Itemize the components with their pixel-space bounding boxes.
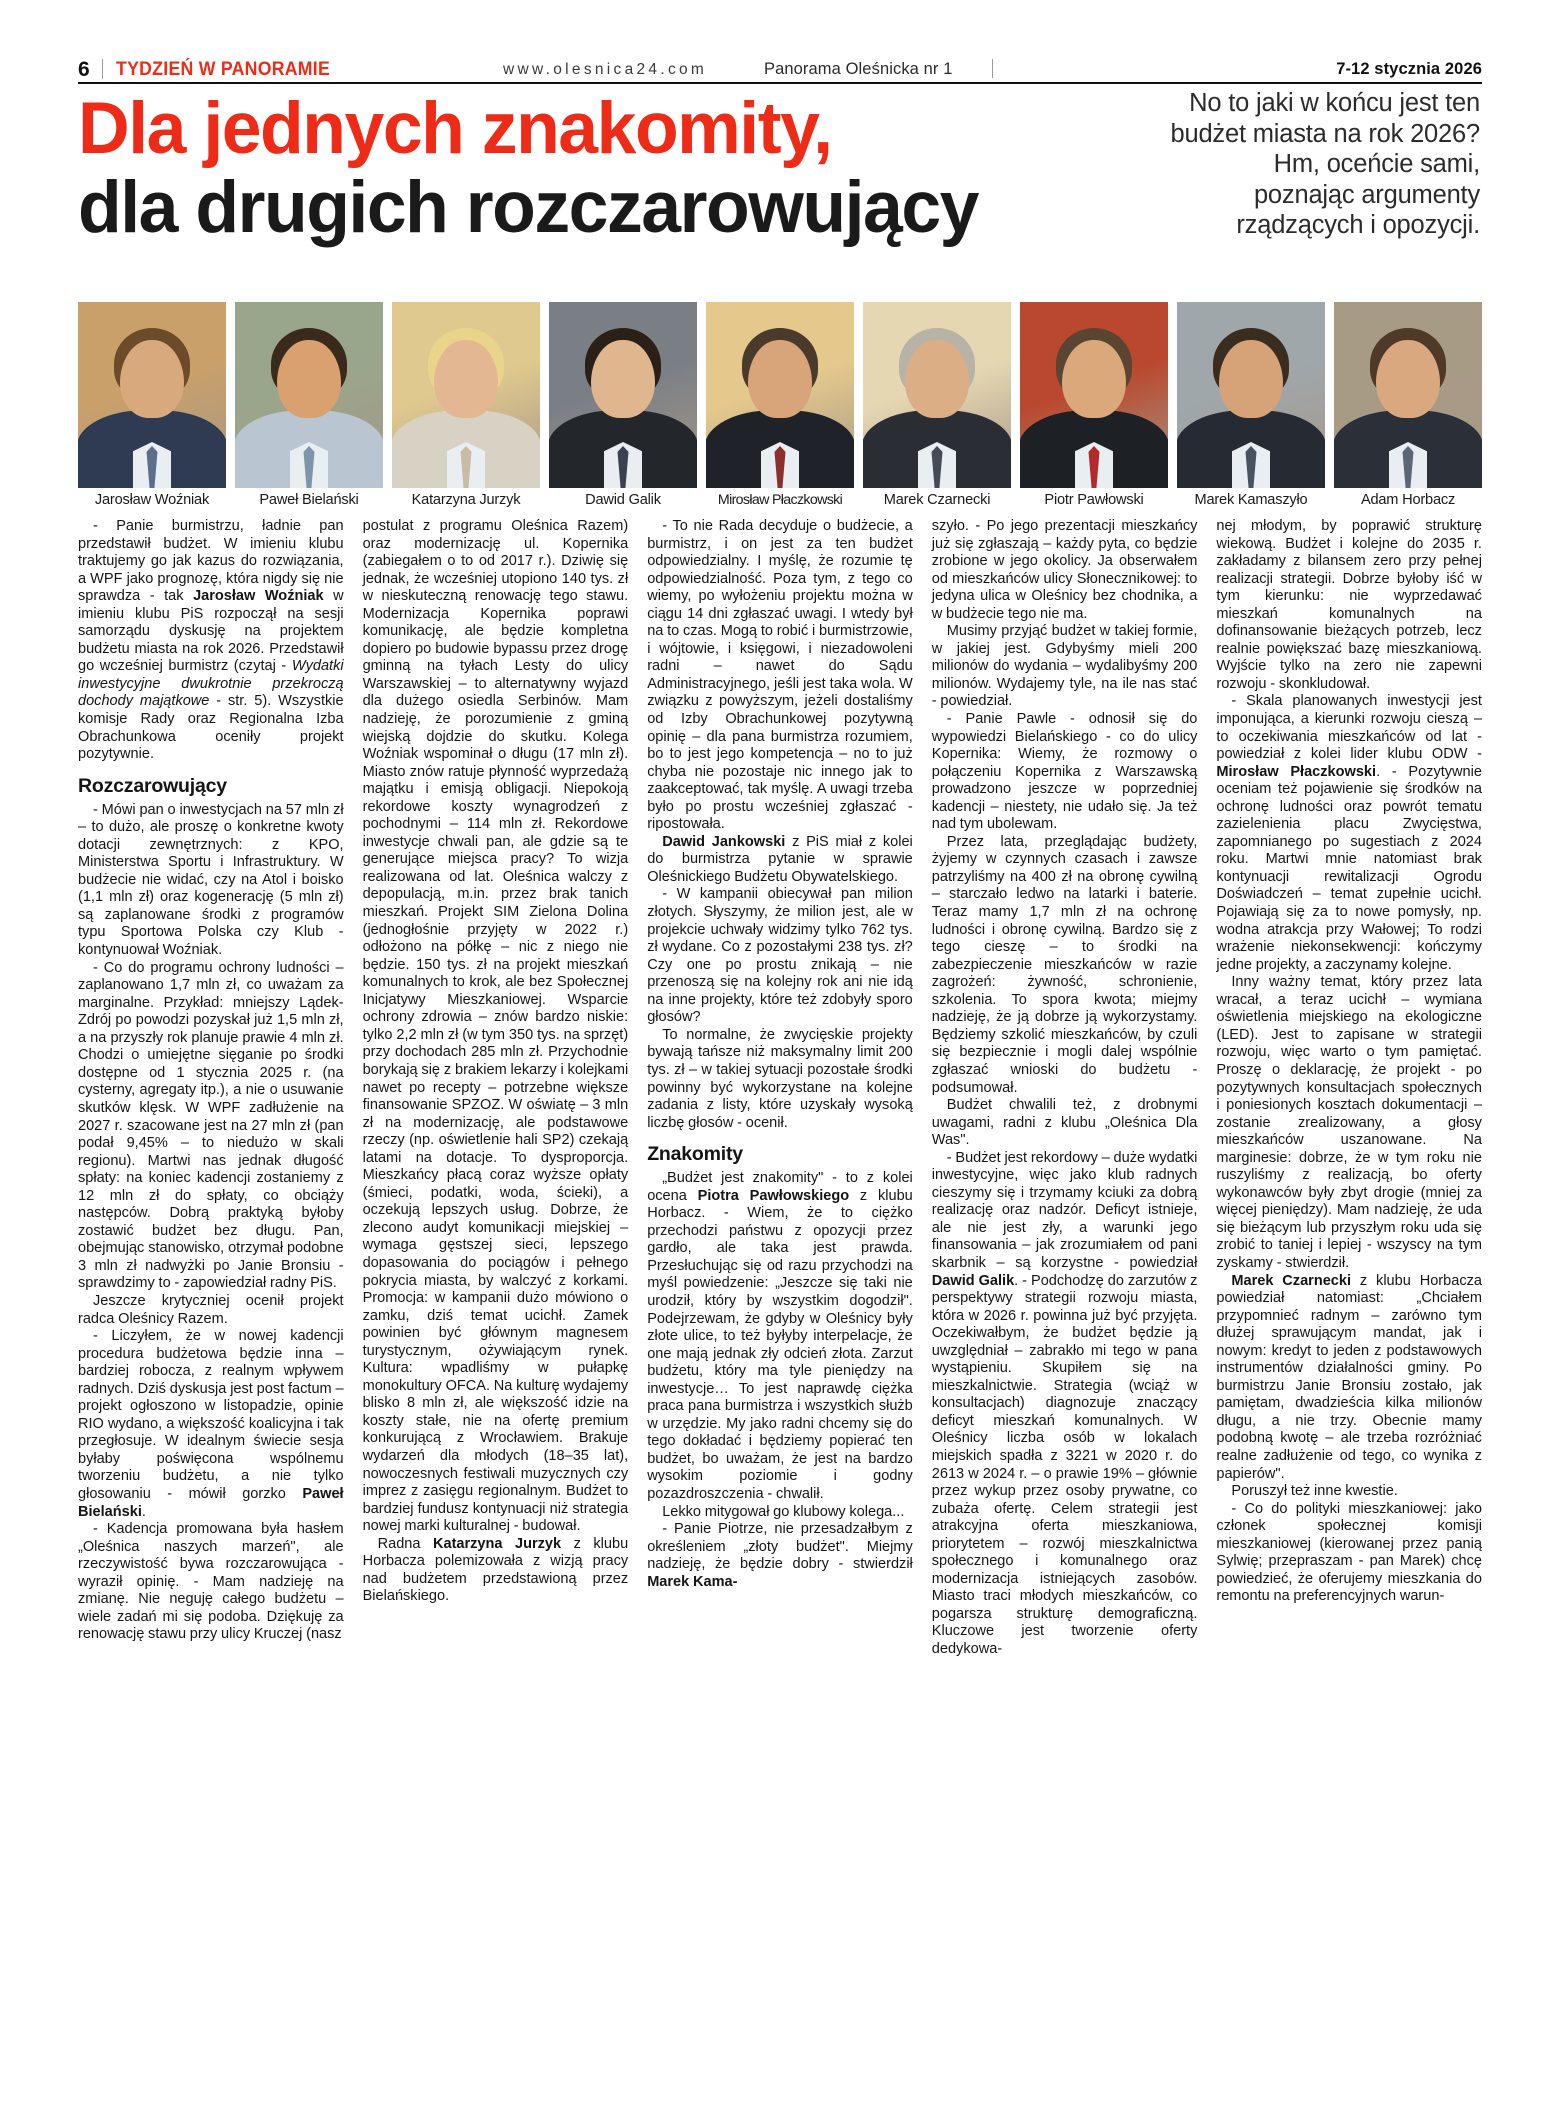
photo-face (1376, 340, 1440, 418)
section-title: TYDZIEŃ W PANORAMIE (115, 59, 330, 80)
article-column (1216, 518, 1482, 2066)
article-paragraph: Przez lata, przeglądając budżety, żyjemy w czynnych czasach i zawsze patrzyliśmy na 400 zł na obronę cywilną – starczało ledwo na latarki i baterie. Teraz mamy 1,7 mln zł na ochronę ludności i obronę cywilną. Bardzo się z tego cieszę – to środki na zabezpieczenie mieszkańców w razie zagrożeń: żywność, schronienie, szkolenia. To spora kwota; miejmy nadzieję, że ją dobrze ją wykorzystamy. Będziemy szkolić mieszkańców, by czuli się bezpiecznie i mogli dalej wspólnie zgłaszać wnioski do budżetu - podsumował. (931, 833, 1198, 1096)
article-subheading: Znakomity (647, 1143, 743, 1166)
masthead-divider (102, 59, 103, 79)
article-paragraph: - Liczyłem, że w nowej kadencji procedura budżetowa będzie inna – bardziej robocza, z realnym wpływem radnych. Dziś dyskusja jest post factum – projekt ogłoszono w listopadzie, opinie RIO wydano, a większość koalicyjna i tak przegłosuje. W idealnym świecie sesja byłaby poświęcona wspólnemu tworzeniu budżetu, a nie tylko głosowaniu - mówił gorzko Paweł Bielański. (78, 1328, 344, 1520)
article-paragraph: - Panie burmistrzu, ładnie pan przedstawił budżet. W imieniu klubu traktujemy go jak kazus do rozwiązania, a WPF jako prognozę, która nigdy się nie sprawdza - tak Jarosław Woźniak w imieniu klubu PiS rozpoczął na sesji samorządu dyskusję na projektem budżetu miasta na rok 2026. Przedstawił go wcześniej burmistrz (czytaj - Wydatki inwestycyjne dwukrotnie przekroczą dochody majątkowe - str. 5). Wszystkie komisje Rady oraz Regionalna Izba Obrachunkowa oceniły projekt pozytywnie. (78, 518, 344, 763)
portrait-photo (78, 302, 226, 488)
article-paragraph: - W kampanii obiecywał pan milion złotych. Słyszymy, że milion jest, ale w projekcie uchwały widzimy tylko 762 tys. zł wydane. Co z pozostałymi 238 tys. zł? Czy one po prostu znikają – nie przenoszą się na kolejny rok ani nie idą na inne projekty, które też zdobyły sporo głosów? (647, 886, 913, 1026)
masthead (78, 48, 1482, 80)
website-url: www.olesnica24.com (503, 61, 708, 78)
portrait-photo (706, 302, 854, 488)
article-columns (78, 518, 1482, 2066)
article-paragraph: - Budżet jest rekordowy – duże wydatki inwestycyjne, więc jako klub radnych cieszymy się i trzymamy kciuki za dobrą realizację oraz nadzór. Deficyt istnieje, ale nie jest zły, a warunki jego finansowania – jak zrozumiałem od pani skarbnik – są korzystne - powiedział Dawid Galik. - Podchodzę do zarzutów z perspektywy strategii rozwoju miasta, która w 2026 r. powinna już być przyjęta. Oczekiwałbym, że budżet będzie ją uwzględniał – zabrakło mi tego w pana wystąpieniu. Skupiłem się na mieszkalnictwie. Strategia (wciąż w konsultacjach) diagnozuje znaczący deficyt mieszkań komunalnych. W Oleśnicy liczba osób w lokalach miejskich spadła z 3221 w 2020 r. do 2613 w 2024 r. – o prawie 19% – głównie przez wykup przez osoby prywatne, co zubaża ofertę. Celem strategii jest atrakcyjna oferta mieszkaniowa, priorytetem – rozwój mieszkalnictwa społecznego i komunalnego oraz modernizacja istniejących zasobów. Miasto traci młodych mieszkańców, co pogarsza strukturę demograficzną. Kluczowe jest tworzenie oferty dedykowa- (931, 1149, 1198, 1657)
article-paragraph: - Co do programu ochrony ludności – zaplanowano 1,7 mln zł, co uważam za marginalne. Przykład: mniejszy Lądek-Zdrój po powodzi pozyskał już 1,5 mln zł, a na przyszły rok planuje prawie 4 mln zł. Chodzi o umiejętne sięganie po środki dostępne od 1 stycznia 2025 r. (na cysterny, agregaty itp.), a nie o usuwanie skutków klęsk. W WPF zadłużenie na 2027 r. szacowane jest na 27 mln zł (pan podał 9,45% – to niedużo w skali regionu). Martwi nas jednak długość spłaty: na koniec kadencji zostaniemy z 12 mln zł do spłaty, co obciąży następców. Dobrą praktyką byłoby zostawić budżet bez długu. Pan, obejmując stanowisko, otrzymał podobne 3 mln zł nadwyżki po Janie Bronsiu - sprawdzimy to - zapowiedział radny PiS. (78, 959, 344, 1292)
article-paragraph: - Kadencja promowana była hasłem „Oleśnica naszych marzeń", ale rzeczywistość bywa rozczarowująca - wyraził opinię. - Mam nadzieję na zmianę. Nie neguję całego budżetu – wiele zadań mi się podoba. Dziękuję za renowację stawu przy ulicy Kruczej (nasz (78, 1521, 344, 1643)
article-column (647, 518, 913, 2066)
headline (78, 88, 1138, 248)
article-paragraph: Musimy przyjąć budżet w takiej formie, w jakiej jest. Gdybyśmy mieli 200 milionów do wydania – wydalibyśmy 200 milionów. Wydajemy tyle, na ile nas stać - powiedział. (931, 623, 1198, 710)
photo-strip (78, 302, 1482, 488)
photo-caption: Piotr Pawłowski (1044, 492, 1144, 508)
issue-date: 7-12 stycznia 2026 (1336, 60, 1482, 78)
photo-face (277, 340, 341, 418)
portrait-photo (863, 302, 1011, 488)
article-paragraph: Jeszcze krytyczniej ocenił projekt radca Oleśnicy Razem. (78, 1292, 344, 1327)
article-column (363, 518, 629, 2066)
masthead-rule (78, 82, 1482, 84)
article-paragraph: - Panie Piotrze, nie przesadzałbym z określeniem „złoty budżet". Miejmy nadzieję, że będzie dobry - stwierdził Marek Kama- (647, 1521, 913, 1590)
article-paragraph: - Panie Pawle - odnosił się do wypowiedzi Bielańskiego - co do ulicy Kopernika: Wiemy, że rozmowy o połączeniu Kopernika z Warszawską prowadzono jeszcze w poprzedniej kadencji – niestety, nie udało się. Ja też nad tym ubolewam. (931, 711, 1198, 833)
article-paragraph: - To nie Rada decyduje o budżecie, a burmistrz, i on jest za ten budżet odpowiedzialny. I myślę, że rozumie tę odpowiedzialność. Poza tym, z tego co wiemy, po wyłożeniu projektu można w ciągu 14 dni zgłaszać uwagi. I wtedy był na to czas. Mogą to robić i burmistrzowie, i wójtowie, i księgowi, i niezadowoleni radni – nawet do Sądu Administracyjnego, jeśli jest taka wola. W związku z powyższym, jeżeli dostaliśmy od Izby Obrachunkowej pozytywną opinię – dla pana burmistrza rozumiem, bo to jest jego kompetencja – no to już chyba nie pozostaje nic innego jak to zaakceptować, tak myślę. A uwagi trzeba było po prostu wcześniej zgłaszać - ripostowała. (647, 518, 913, 833)
portrait-photo (1177, 302, 1325, 488)
photo-face (434, 340, 498, 418)
article-paragraph: Radna Katarzyna Jurzyk z klubu Horbacza polemizowała z wizją pracy nad budżetem przedstawioną przez Bielańskiego. (362, 1535, 629, 1605)
article-paragraph: szyło. - Po jego prezentacji mieszkańcy już się zgłaszają – każdy pyta, co będzie zrobione w jego okolicy. Ja obserwałem od mieszkańców ulicy Słonecznikowej: to jedyna ulica w Oleśnicy bez chodnika, a w budżecie tego nie ma. (931, 518, 1198, 622)
article-paragraph: „Budżet jest znakomity" - to z kolei ocena Piotra Pawłowskiego z klubu Horbacz. - Wiem, że to ciężko przechodzi państwu z opozycji przez gardło, ale taka jest prawda. Przesłuchując się od razu przychodzi na myśl powiedzenie: „Jeszcze się taki nie urodził, który by wszystkim dogodził". Podejrzewam, że gdyby w Oleśnicy były złote ulice, to też byłyby interpelacje, że one mają jednak zły odcień złota. Zarzut budżetu, który ma tyle pieniędzy na inwestycje… To jest naprawdę ciężka praca pana burmistrza i wszystkich służb w urzędzie. My jako radni chcemy się do tego dokładać i będziemy popierać ten budżet, bo uważam, że jest na bardzo wysokim poziomie i godny pozazdroszczenia - chwalił. (647, 1170, 913, 1502)
portrait-photo (1020, 302, 1168, 488)
photo-face (1062, 340, 1126, 418)
article-paragraph: postulat z programu Oleśnica Razem) oraz modernizację ul. Kopernika (zabiegałem o to od 2017 r.). Dziwię się jednak, że wcześniej utopiono 140 tys. zł w nieskuteczną renowację tego stawu. Modernizacja Kopernika poprawi komunikację, ale będzie kompletna dopiero po budowie bypassu przez drogę gminną na tyłach Lesty do ulicy Warszawskiej – to alternatywny wyjazd dla dużego osiedla Serbinów. Mam nadzieję, że porozumienie z gminą wiejską dojdzie do skutku. Kolega Woźniak wspominał o długu (17 mln zł). Miasto znów ratuje płynność wyprzedażą majątku i emisją obligacji. Niepokoją rekordowe koszty wynagrodzeń z pochodnymi – 114 mln zł. Rekordowe inwestycje chwali pan, ale gdzie są te generujące miejsca pracy? To wizja realizowana od lat. Oleśnica walczy z depopulacją, m.in. przez brak tanich mieszkań. Projekt SIM Zielona Dolina (jednogłośnie przyjęty w 2022 r.) odłożono na półkę – nic z niego nie będzie. 150 tys. zł na projekt mieszkań komunalnych to krok, ale bez Społecznej Inicjatywy Mieszkaniowej. Wsparcie ochrony zdrowia – znów bardzo niskie: tylko 2,2 mln zł (w tym 350 tys. na sprzęt) przy dochodach 285 mln zł. Przychodnie borykają się z brakiem lekarzy i kolejkami nawet po recepty – potrzebne większe finansowanie SPZOZ. W oświatę – 3 mln zł na modernizację, ale podstawowe rzeczy (np. oświetlenie hali SP2) czekają latami na dotacje. To dysproporcja. Mieszkańcy płacą coraz wyższe opłaty (śmieci, podatki, woda, ścieki), a oczekują lepszych usług. Dobrze, że zlecono audyt komunikacji miejskiej – wymaga gęstszej sieci, lepszego dopasowania do pociągów i pełnego pokrycia miasta, by walczyć z korkami. Promocja: w kampanii dużo mówiono o zamku, dziś temat ucichł. Zamek powinien być głównym magnesem turystycznym, ożywiającym rynek. Kultura: wpadliśmy w pułapkę monokultury OFCA. Na kulturę wydajemy blisko 8 mln zł, ale większość idzie na koszty stałe, nie na ofertę premium konkurującą z Wrocławiem. Brakuje wydarzeń dla młodych (18–35 lat), nowoczesnych festiwali muzycznych czy imprez z zasięgu regionalnym. Budżet to bardziej fundusz kontynuacji niż strategia nowej marki kulturalnej - budował. (362, 518, 629, 1535)
article-column (78, 518, 344, 2066)
masthead-divider-2 (992, 59, 993, 78)
photo-captions (78, 492, 1482, 510)
photo-face (748, 340, 812, 418)
article-subheading: Rozczarowujący (78, 774, 227, 797)
portrait-photo (1334, 302, 1482, 488)
article-paragraph: Inny ważny temat, który przez lata wracał, a teraz ucichł – wymiana oświetlenia miejskiego na ekologiczne (LED). Jest to zapisane w strategii rozwoju, więc warto o tym pamiętać. Proszę o deklarację, że projekt - po pozytywnych konsultacjach społecznych i poniesionych kosztach dokumentacji – zostanie zrealizowany, a głosy mieszkańców uszanowane. Na marginesie: dobrze, że w tym roku nie ruszyliśmy z realizacją, bo oferty wykonawców były zbyt drogie (mniej za więcej pieniędzy). Mam nadzieję, że uda się bieżącym lub przyszłym roku uda się zrobić to taniej i lepiej - wszyscy na tym zyskamy - stwierdził. (1216, 974, 1482, 1271)
article-paragraph: - Co do polityki mieszkaniowej: jako członek społecznej komisji mieszkaniowej (kierowanej przez panią Sylwię; przepraszam - pan Marek) chcę powiedzieć, że oferujemy mieszkania do remontu na preferencyjnych warun- (1216, 1500, 1482, 1605)
article-paragraph: Dawid Jankowski z PiS miał z kolei do burmistrza pytanie w sprawie Oleśnickiego Budżetu Obywatelskiego. (647, 833, 913, 885)
article-paragraph: Budżet chwalili też, z drobnymi uwagami, radni z klubu „Oleśnica Dla Was". (931, 1097, 1198, 1149)
photo-face (1219, 340, 1283, 418)
headline-line-2: dla drugich rozczarowujący (78, 167, 978, 248)
portrait-photo (549, 302, 697, 488)
photo-caption: Marek Czarnecki (883, 492, 991, 508)
article-paragraph: Poruszył też inne kwestie. (1231, 1483, 1398, 1500)
photo-caption: Mirosław Płaczkowski (717, 492, 843, 508)
photo-caption: Adam Horbacz (1360, 492, 1456, 508)
photo-face (120, 340, 184, 418)
page-number: 6 (78, 58, 90, 81)
article-paragraph: To normalne, że zwycięskie projekty bywają tańsze niż maksymalny limit 200 tys. zł – w takiej sytuacji pozostałe środki powinny być wykorzystane na kolejne zadania z listy, które uzyskały wysoką liczbę głosów - ocenił. (647, 1026, 913, 1131)
photo-caption: Dawid Galik (585, 492, 661, 508)
paper-title: Panorama Oleśnicka nr 1 (764, 60, 953, 78)
photo-caption: Jarosław Woźniak (94, 492, 210, 508)
portrait-photo (235, 302, 383, 488)
portrait-photo (392, 302, 540, 488)
standfirst: No to jaki w końcu jest ten budżet miasta na rok 2026? Hm, oceńcie sami, poznając argumenty rządzących i opozycji. (1170, 89, 1480, 239)
photo-face (591, 340, 655, 418)
article-paragraph: Lekko mitygował go klubowy kolega... (662, 1503, 905, 1520)
article-paragraph: - Skala planowanych inwestycji jest imponująca, a kierunki rozwoju cieszą – to oczekiwania mieszkańców od lat - powiedział z kolei lider klubu ODW - Mirosław Płaczkowski. - Pozytywnie oceniam też pojawienie się środków na ochronę ludności oraz powrót tematu zazielenienia placu Zwycięstwa, zapomnianego po sugestiach z 2024 roku. Martwi mnie natomiast brak kontynuacji rewitalizacji Ogrodu Doświadczeń – temat zupełnie ucichł. Pojawiają się za to nowe pomysły, np. wodna atrakcja przy Wałowej; To rodzi wrażenie niekonsekwencji: kończymy jedne projekty, a zaczynamy kolejne. (1216, 693, 1482, 973)
article-column (932, 518, 1198, 2066)
photo-caption: Marek Kamaszyło (1194, 492, 1308, 508)
article-paragraph: - Mówi pan o inwestycjach na 57 mln zł – to dużo, ale proszę o konkretne kwoty dotacji zewnętrznych: z KPO, Ministerstwa Sportu i Infrastruktury. W budżecie nie widać, czy na Atol i boisko (1,1 mln zł) oraz kogenerację (5 mln zł) są zaplanowane środki z programów typu Sportowa Polska czy Klub - kontynuował Woźniak. (78, 801, 344, 959)
article-paragraph: nej młodym, by poprawić strukturę wiekową. Budżet i kolejne do 2035 r. zakładamy z bilansem zero przy pełnej realizacji strategii. Dobrze byłoby iść w tym kierunku: nie wyprzedawać mieszkań komunalnych na dofinansowanie bieżących potrzeb, lecz realnie powiększać bazę mieszkaniową. Wyjście tylko na zero nie zapewni rozwoju - skonkludował. (1216, 518, 1482, 692)
article-paragraph: Marek Czarnecki z klubu Horbacza powiedział natomiast: „Chciałem przypomnieć radnym – zarówno tym dłużej sprawującym mandat, jak i nowym: kredyt to jeden z podstawowych instrumentów działalności gminy. Po burmistrzu Janie Bronsiu zostało, jak pamiętam, dwadzieścia kilka milionów długu, a nie trzy. Obecnie mamy podobną kwotę – ale trzeba rozróżniać realne zadłużenie od tego, co wynika z papierów". (1216, 1272, 1482, 1482)
photo-face (905, 340, 969, 418)
headline-line-1: Dla jednych znakomity, (78, 88, 832, 169)
photo-caption: Paweł Bielański (259, 492, 359, 508)
photo-caption: Katarzyna Jurzyk (411, 492, 521, 508)
